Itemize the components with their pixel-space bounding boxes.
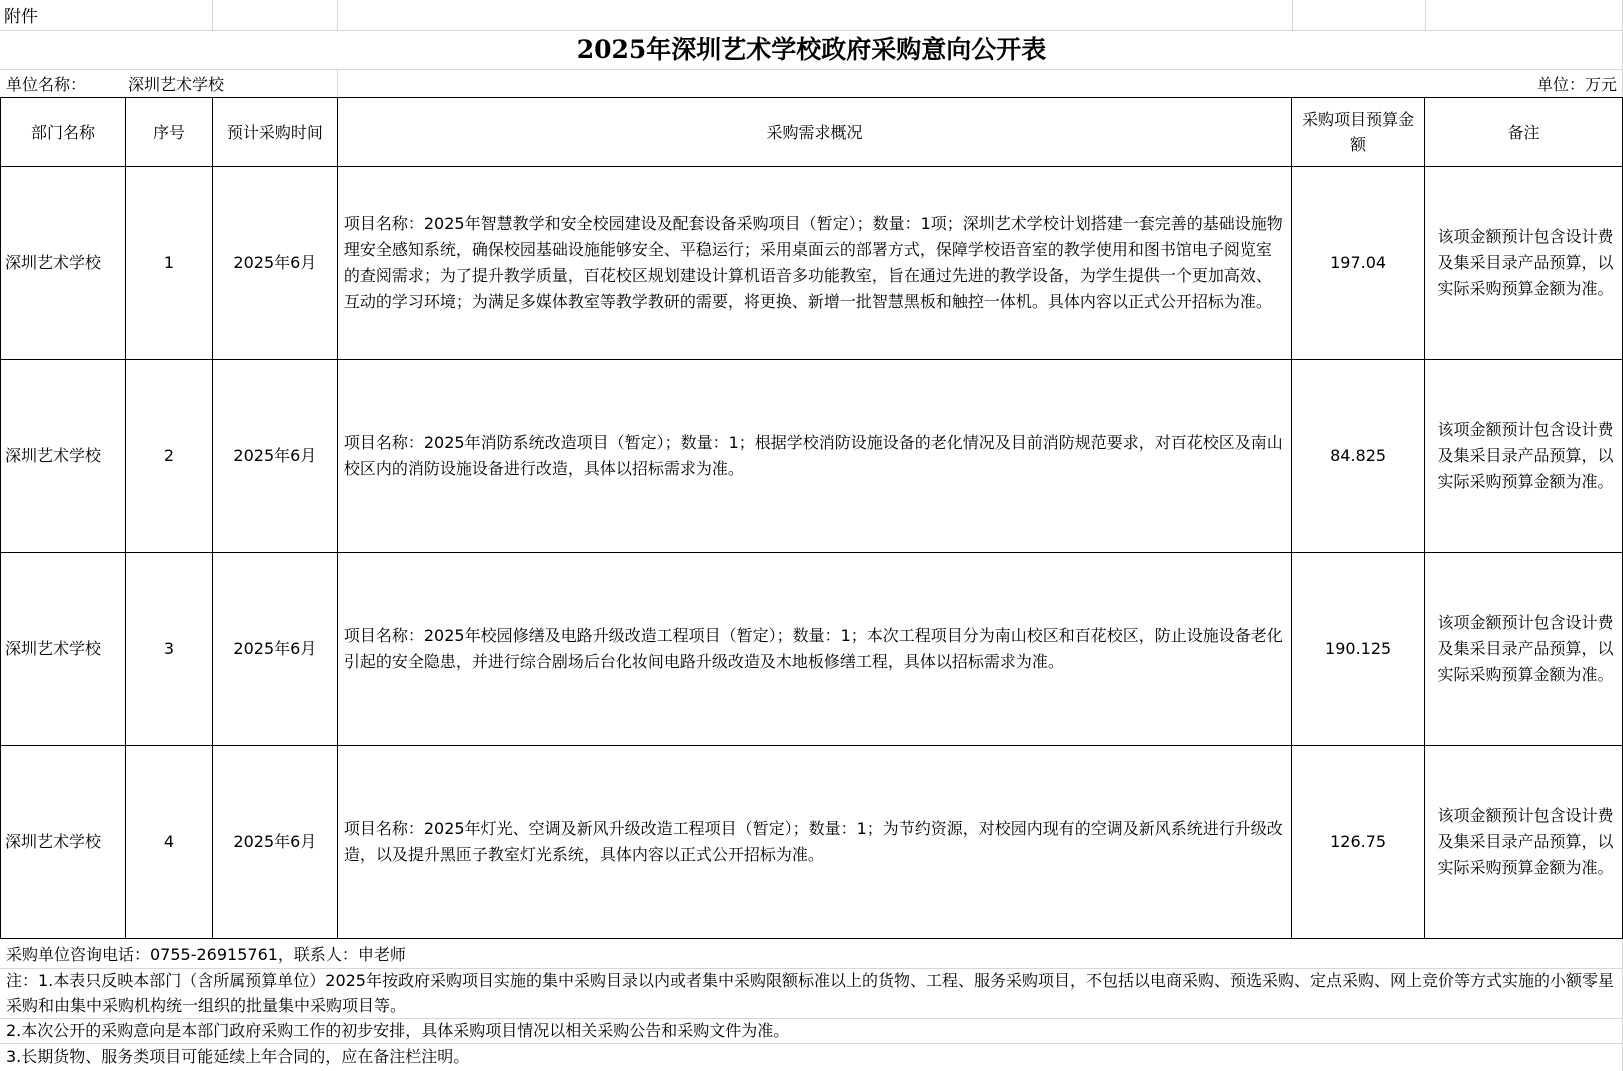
header-budget-text: 采购项目预算金额 — [1302, 110, 1415, 154]
grid-line — [212, 0, 213, 30]
header-budget — [1292, 98, 1425, 167]
procurement-table — [0, 97, 1623, 939]
page-title: 2025年深圳艺术学校政府采购意向公开表 — [576, 35, 1047, 64]
cell-seq: 1 — [125, 167, 212, 360]
grid-line — [0, 69, 1623, 70]
note-3: 3.长期货物、服务类项目可能延续上年合同的，应在备注栏注明。 — [6, 1047, 470, 1066]
table-row — [1, 746, 1623, 939]
cell-desc: 项目名称：2025年校园修缮及电路升级改造工程项目（暂定）；数量：1；本次工程项目分为南山校区和百花校区，防止设施设备老化引起的安全隐患，并进行综合剧场后台化妆间电路升级改造及木地板修缮工程，具体以招标需求为准。 — [337, 553, 1291, 746]
cell-time: 2025年6月 — [212, 553, 337, 746]
header-note: 备注 — [1425, 98, 1623, 167]
table-row — [1, 360, 1623, 553]
cell-desc: 项目名称：2025年灯光、空调及新风升级改造工程项目（暂定）；数量：1；为节约资源，对校园内现有的空调及新风系统进行升级改造，以及提升黑匝子教室灯光系统，具体内容以正式公开招标为准。 — [337, 746, 1291, 939]
grid-line — [337, 0, 338, 30]
contact-line: 采购单位咨询电话：0755-26915761，联系人：申老师 — [6, 945, 406, 964]
cell-dept-text: 深圳艺术学校 — [5, 253, 102, 272]
header-seq: 序号 — [125, 98, 212, 167]
cell-dept — [1, 360, 126, 553]
cell-time: 2025年6月 — [212, 746, 337, 939]
grid-line — [1425, 0, 1426, 30]
cell-note: 该项金额预计包含设计费及集采目录产品预算，以实际采购预算金额为准。 — [1425, 746, 1623, 939]
currency-label: 单位：万元 — [1536, 75, 1617, 94]
cell-dept — [1, 746, 126, 939]
table-row — [1, 167, 1623, 360]
header-time — [212, 98, 337, 167]
cell-desc: 项目名称：2025年消防系统改造项目（暂定）；数量：1；根据学校消防设施设备的老化情况及目前消防规范要求，对百花校区及南山校区内的消防设施设备进行改造，具体以招标需求为准。 — [337, 360, 1291, 553]
cell-dept — [1, 553, 126, 746]
cell-dept-text: 深圳艺术学校 — [5, 832, 102, 851]
attachment-label: 附件 — [4, 7, 38, 27]
cell-note: 该项金额预计包含设计费及集采目录产品预算，以实际采购预算金额为准。 — [1425, 167, 1623, 360]
grid-line — [0, 30, 1623, 31]
header-time-text: 预计采购时间 — [226, 122, 323, 142]
cell-note: 该项金额预计包含设计费及集采目录产品预算，以实际采购预算金额为准。 — [1425, 360, 1623, 553]
cell-budget: 126.75 — [1292, 746, 1425, 939]
unit-name: 深圳艺术学校 — [128, 75, 225, 94]
cell-budget: 190.125 — [1292, 553, 1425, 746]
table-header-row — [1, 98, 1623, 167]
unit-label: 单位名称： — [6, 75, 87, 94]
header-dept: 部门名称 — [1, 98, 126, 167]
cell-time: 2025年6月 — [212, 360, 337, 553]
grid-line — [1292, 0, 1293, 30]
cell-dept-text: 深圳艺术学校 — [5, 639, 102, 658]
cell-dept-text: 深圳艺术学校 — [5, 446, 102, 465]
cell-seq: 3 — [125, 553, 212, 746]
cell-desc: 项目名称：2025年智慧教学和安全校园建设及配套设备采购项目（暂定）；数量：1项；深圳艺术学校计划搭建一套完善的基础设施物理安全感知系统，确保校园基础设施能够安全、平稳运行；采用桌面云的部署方式，保障学校语音室的教学使用和图书馆电子阅览室的查阅需求；为了提升教学质量，百花校区规划建设计算机语音多功能教室，旨在通过先进的教学设备，为学生提供一个更加高效、互动的学习环境；为满足多媒体教室等教学教研的需要，将更换、新增一批智慧黑板和触控一体机。具体内容以正式公开招标为准。 — [337, 167, 1291, 360]
header-desc: 采购需求概况 — [337, 98, 1291, 167]
cell-seq: 2 — [125, 360, 212, 553]
cell-budget: 197.04 — [1292, 167, 1425, 360]
note-2: 2.本次公开的采购意向是本部门政府采购工作的初步安排，具体采购项目情况以相关采购公告和采购文件为准。 — [6, 1021, 790, 1040]
grid-line — [337, 69, 338, 97]
cell-note: 该项金额预计包含设计费及集采目录产品预算，以实际采购预算金额为准。 — [1425, 553, 1623, 746]
note-1: 注：1.本表只反映本部门（含所属预算单位）2025年按政府采购项目实施的集中采购目录以内或者集中采购限额标准以上的货物、工程、服务采购项目，不包括以电商采购、预选采购、定点采购、网上竞价等方式实施的小额零星采购和由集中采购机构统一组织的批量集中采购项目等。 — [6, 971, 1614, 1015]
cell-seq: 4 — [125, 746, 212, 939]
cell-budget: 84.825 — [1292, 360, 1425, 553]
table-row — [1, 553, 1623, 746]
cell-time: 2025年6月 — [212, 167, 337, 360]
cell-dept — [1, 167, 126, 360]
